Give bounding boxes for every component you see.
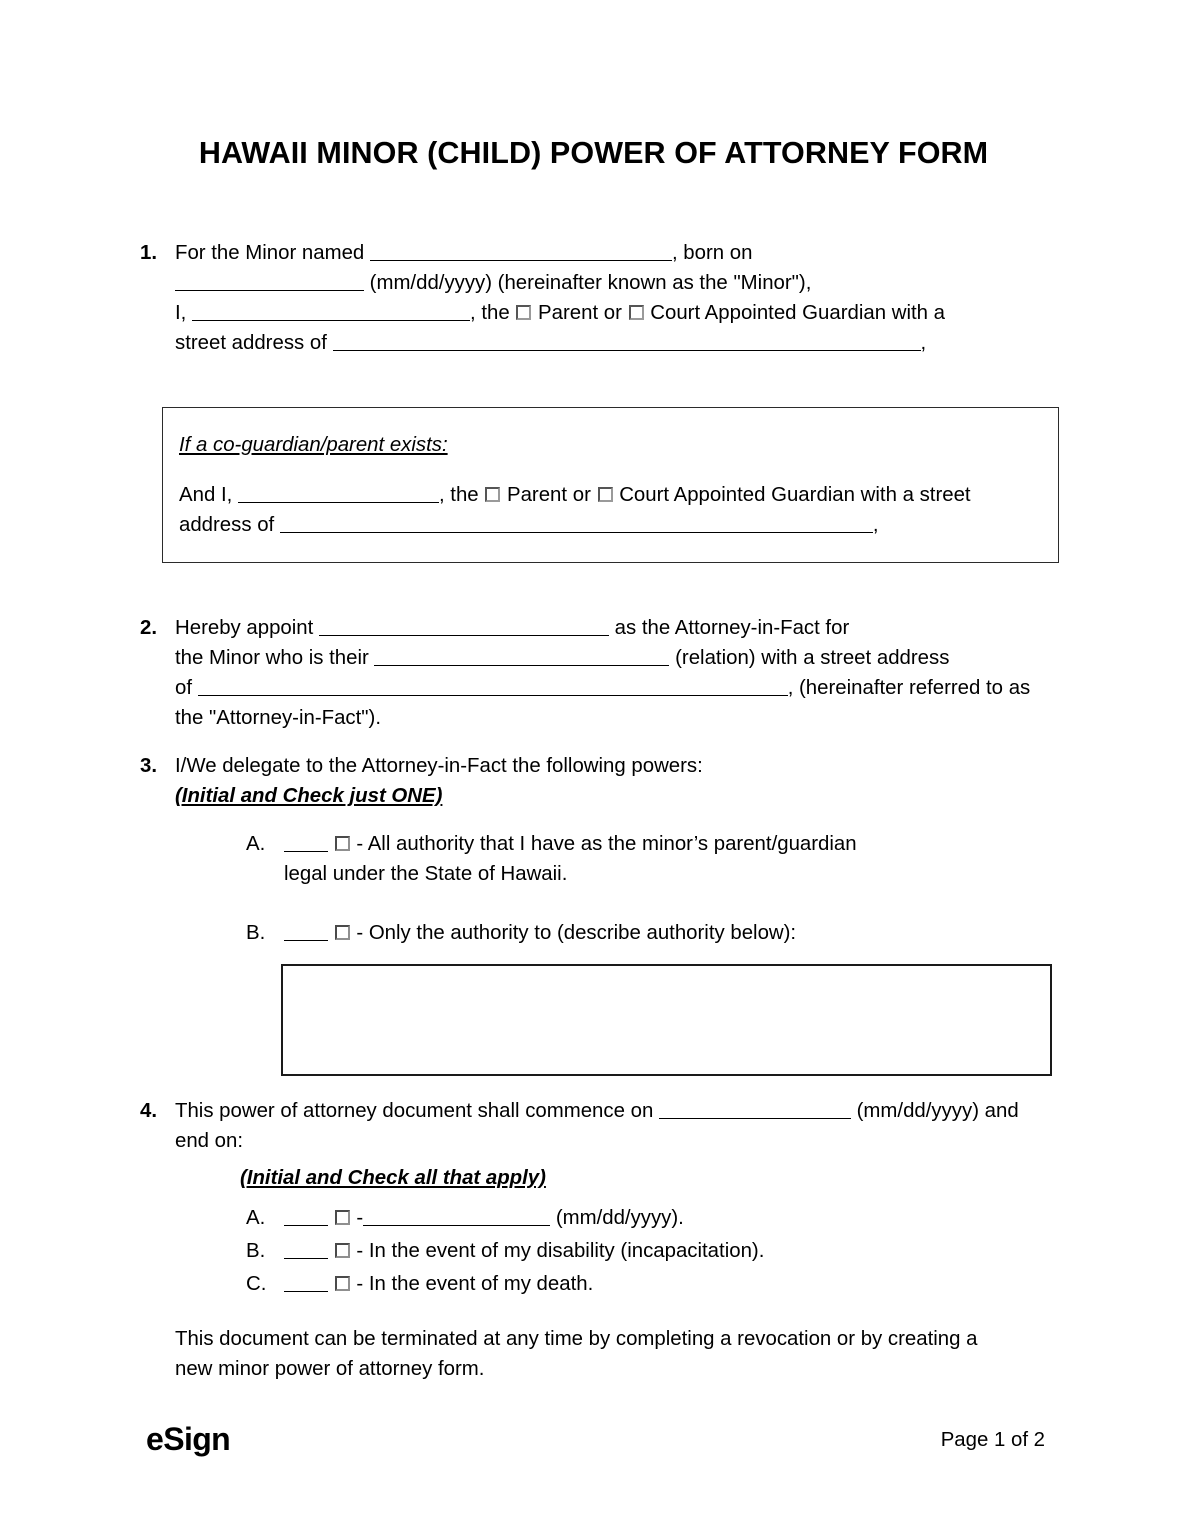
clause-4-item-c-initial-blank[interactable]	[284, 1273, 328, 1292]
co-guardian-text-2: , the	[438, 484, 479, 506]
end-date-blank[interactable]	[363, 1207, 550, 1226]
clause-3-item-b	[246, 918, 1056, 948]
clause-1-text-3: (mm/dd/yyyy) (hereinafter known as the "Minor"),	[369, 272, 812, 294]
clause-1-text-6: street address of	[175, 332, 327, 354]
clause-1-text-5: , the	[470, 302, 510, 324]
clause-4-item-a-initial-blank[interactable]	[284, 1207, 328, 1226]
co-guardian-address-blank[interactable]	[280, 514, 873, 533]
co-guardian-text-1: And I,	[179, 484, 233, 506]
clause-2-text-5: of	[175, 677, 193, 699]
clause-4-instruction-note: (Initial and Check all that apply)	[240, 1167, 546, 1189]
attorney-in-fact-address-blank[interactable]	[198, 677, 788, 696]
checkbox-death-icon[interactable]	[335, 1276, 350, 1291]
clause-1-text-4: I,	[175, 302, 187, 324]
authority-description-textbox[interactable]	[281, 964, 1052, 1076]
clause-2-number: 2.	[140, 617, 158, 639]
checkbox-co-court-appointed-guardian-icon[interactable]	[598, 487, 613, 502]
co-guardian-body	[179, 480, 1042, 540]
page-number: Page 1 of 2	[940, 1429, 1045, 1451]
minor-dob-blank[interactable]	[175, 272, 364, 291]
checkbox-disability-icon[interactable]	[335, 1243, 350, 1258]
clause-3-item-a-body	[284, 829, 1056, 889]
clause-1-text-1: For the Minor named	[175, 242, 365, 264]
clause-4-item-c	[246, 1269, 1056, 1299]
co-guardian-name-blank[interactable]	[238, 484, 439, 503]
co-guardian-heading: If a co-guardian/parent exists:	[179, 434, 448, 456]
clause-3-item-a-dash: -	[356, 833, 364, 855]
co-guardian-section	[162, 407, 1059, 563]
closing-line-2: new minor power of attorney form.	[175, 1358, 485, 1380]
checkbox-court-appointed-guardian-icon[interactable]	[629, 305, 644, 320]
clause-1	[140, 238, 1060, 358]
clause-4-item-b-text: In the event of my disability (incapacitation).	[368, 1240, 765, 1262]
clause-3-item-b-text: Only the authority to (describe authority below):	[368, 922, 797, 944]
clause-3-item-a	[246, 829, 1056, 889]
clause-3	[140, 751, 1060, 781]
clause-4-item-a-body	[284, 1203, 1056, 1233]
clause-3-text-1: I/We delegate to the Attorney-in-Fact the following powers:	[175, 755, 703, 777]
clause-4-item-b-letter: B.	[246, 1240, 266, 1262]
clause-1-text-2: , born on	[671, 242, 753, 264]
clause-3-item-a-letter: A.	[246, 833, 266, 855]
clause-3-body	[175, 751, 1060, 781]
clause-4-item-c-letter: C.	[246, 1273, 267, 1295]
clause-4-item-b	[246, 1236, 1056, 1266]
clause-4-item-a-letter: A.	[246, 1207, 266, 1229]
clause-2	[140, 613, 1060, 733]
clause-4-item-a-dash: -	[356, 1207, 364, 1229]
clause-3-item-b-initial-blank[interactable]	[284, 922, 328, 941]
attorney-in-fact-name-blank[interactable]	[319, 617, 609, 636]
clause-4-text-1: This power of attorney document shall commence on	[175, 1100, 654, 1122]
co-guardian-parent-label: Parent or	[506, 484, 591, 506]
clause-1-number: 1.	[140, 242, 158, 264]
checkbox-end-on-date-icon[interactable]	[335, 1210, 350, 1225]
clause-2-text-7: the "Attorney-in-Fact").	[175, 707, 381, 729]
clause-2-body	[175, 613, 1060, 733]
clause-4-text-2: (mm/dd/yyyy) and	[856, 1100, 1019, 1122]
clause-4-item-b-dash: -	[356, 1240, 364, 1262]
relation-blank[interactable]	[374, 647, 669, 666]
clause-2-text-6: , (hereinafter referred to as	[787, 677, 1031, 699]
clause-3-item-b-body	[284, 918, 1056, 948]
clause-4-item-a-text: (mm/dd/yyyy).	[555, 1207, 684, 1229]
esign-logo: eSign	[146, 1421, 231, 1457]
clause-2-text-4: (relation) with a street address	[675, 647, 950, 669]
co-guardian-text-4: ,	[872, 514, 879, 536]
checkbox-parent-icon[interactable]	[516, 305, 531, 320]
co-guardian-text-3: address of	[179, 514, 275, 536]
checkbox-all-authority-icon[interactable]	[335, 836, 350, 851]
principal-name-blank[interactable]	[192, 302, 470, 321]
clause-4-item-c-text: In the event of my death.	[368, 1273, 594, 1295]
clause-3-item-a-text: All authority that I have as the minor’s parent/guardian	[367, 833, 857, 855]
clause-3-number: 3.	[140, 755, 158, 777]
clause-4-item-a	[246, 1203, 1056, 1233]
closing-paragraph	[175, 1324, 1055, 1384]
clause-1-guardian-label: Court Appointed Guardian with a	[650, 302, 945, 324]
clause-4-text-3: end on:	[175, 1130, 244, 1152]
clause-3-item-a-initial-blank[interactable]	[284, 833, 328, 852]
page-title: HAWAII MINOR (CHILD) POWER OF ATTORNEY FORM	[198, 136, 989, 170]
clause-3-item-a-text-2: legal under the State of Hawaii.	[284, 863, 568, 885]
clause-2-text-1: Hereby appoint	[175, 617, 314, 639]
closing-line-1: This document can be terminated at any time by completing a revocation or by creating a	[175, 1328, 978, 1350]
commencement-date-blank[interactable]	[659, 1100, 851, 1119]
minor-name-blank[interactable]	[370, 242, 672, 261]
clause-3-item-b-dash: -	[356, 922, 364, 944]
clause-4-item-c-body	[284, 1269, 1056, 1299]
checkbox-co-parent-icon[interactable]	[485, 487, 500, 502]
clause-3-item-b-letter: B.	[246, 922, 266, 944]
principal-street-address-blank[interactable]	[333, 332, 921, 351]
clause-1-text-7: ,	[920, 332, 927, 354]
clause-1-body	[175, 238, 1060, 358]
clause-3-instruction-note: (Initial and Check just ONE)	[175, 785, 443, 807]
clause-4-number: 4.	[140, 1100, 158, 1122]
clause-4-item-b-initial-blank[interactable]	[284, 1240, 328, 1259]
clause-2-text-3: the Minor who is their	[175, 647, 369, 669]
checkbox-only-authority-icon[interactable]	[335, 925, 350, 940]
co-guardian-guardian-label: Court Appointed Guardian with a street	[619, 484, 971, 506]
clause-4-body	[175, 1096, 1070, 1156]
clause-2-text-2: as the Attorney-in-Fact for	[614, 617, 850, 639]
clause-1-parent-label: Parent or	[538, 302, 622, 324]
clause-4-item-c-dash: -	[356, 1273, 364, 1295]
clause-4-item-b-body	[284, 1236, 1056, 1266]
clause-4	[140, 1096, 1070, 1156]
